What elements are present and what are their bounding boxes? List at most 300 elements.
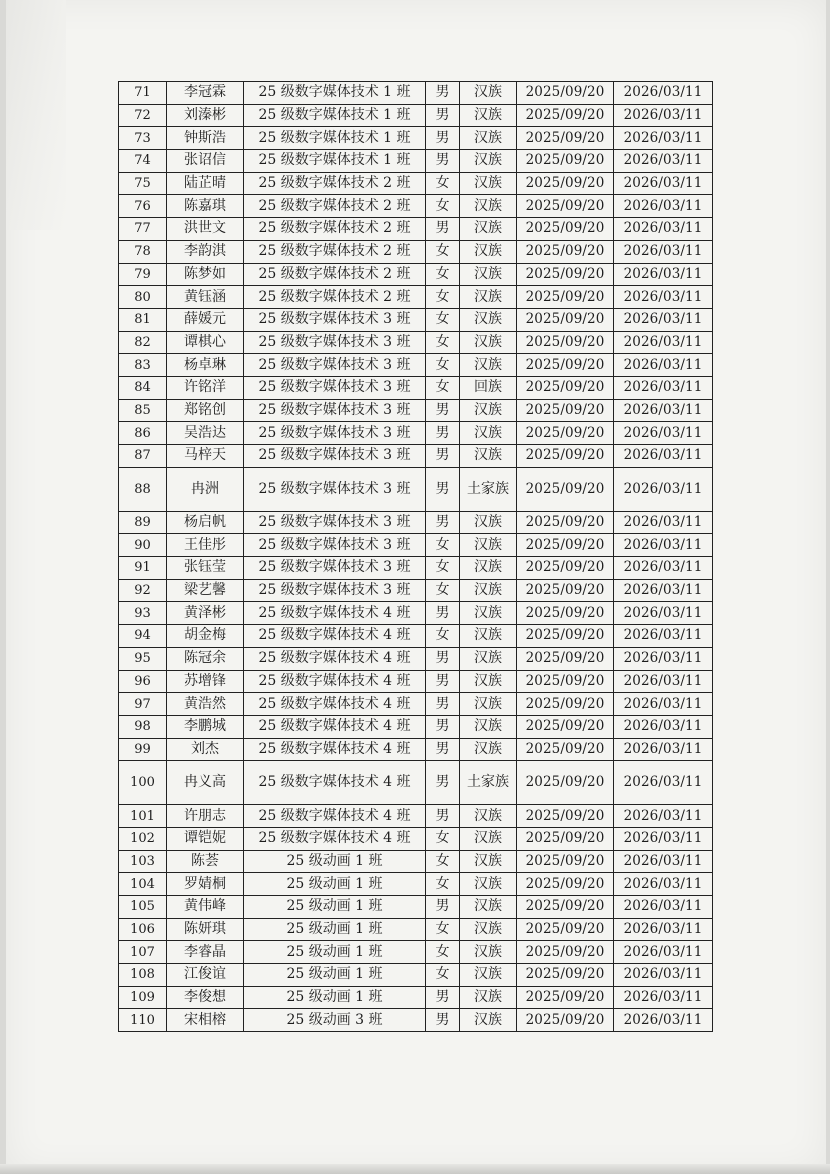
row-number-cell: 71 [119, 82, 167, 105]
start-date-cell: 2025/09/20 [517, 195, 614, 218]
start-date-cell: 2025/09/20 [517, 693, 614, 716]
table-row [119, 761, 713, 805]
student-name-cell: 冉洲 [167, 467, 244, 511]
ethnicity-cell: 汉族 [460, 827, 517, 850]
ethnicity-cell: 汉族 [460, 738, 517, 761]
student-name-cell: 杨启帆 [167, 511, 244, 534]
ethnicity-cell: 汉族 [460, 399, 517, 422]
end-date-cell: 2026/03/11 [614, 218, 713, 241]
row-number-cell: 100 [119, 761, 167, 805]
ethnicity-cell: 汉族 [460, 873, 517, 896]
gender-cell: 男 [426, 150, 460, 173]
end-date-cell: 2026/03/11 [614, 422, 713, 445]
class-name-cell: 25 级数字媒体技术 3 班 [244, 376, 426, 399]
start-date-cell: 2025/09/20 [517, 511, 614, 534]
start-date-cell: 2025/09/20 [517, 873, 614, 896]
student-name-cell: 薛媛元 [167, 308, 244, 331]
ethnicity-cell: 土家族 [460, 761, 517, 805]
ethnicity-cell: 汉族 [460, 534, 517, 557]
row-number-cell: 90 [119, 534, 167, 557]
gender-cell: 男 [426, 805, 460, 828]
student-name-cell: 李冠霖 [167, 82, 244, 105]
gender-cell: 女 [426, 308, 460, 331]
student-name-cell: 黄泽彬 [167, 602, 244, 625]
ethnicity-cell: 汉族 [460, 579, 517, 602]
gender-cell: 男 [426, 127, 460, 150]
student-name-cell: 洪世文 [167, 218, 244, 241]
gender-cell: 男 [426, 738, 460, 761]
row-number-cell: 86 [119, 422, 167, 445]
row-number-cell: 81 [119, 308, 167, 331]
student-name-cell: 陈妍琪 [167, 918, 244, 941]
gender-cell: 女 [426, 579, 460, 602]
ethnicity-cell: 汉族 [460, 941, 517, 964]
start-date-cell: 2025/09/20 [517, 172, 614, 195]
start-date-cell: 2025/09/20 [517, 941, 614, 964]
end-date-cell: 2026/03/11 [614, 918, 713, 941]
row-number-cell: 95 [119, 647, 167, 670]
table-row [119, 918, 713, 941]
student-name-cell: 黄钰涵 [167, 286, 244, 309]
end-date-cell: 2026/03/11 [614, 467, 713, 511]
end-date-cell: 2026/03/11 [614, 647, 713, 670]
start-date-cell: 2025/09/20 [517, 625, 614, 648]
end-date-cell: 2026/03/11 [614, 715, 713, 738]
gender-cell: 女 [426, 172, 460, 195]
class-name-cell: 25 级数字媒体技术 2 班 [244, 218, 426, 241]
end-date-cell: 2026/03/11 [614, 693, 713, 716]
table-row [119, 850, 713, 873]
end-date-cell: 2026/03/11 [614, 308, 713, 331]
start-date-cell: 2025/09/20 [517, 150, 614, 173]
class-name-cell: 25 级数字媒体技术 2 班 [244, 240, 426, 263]
row-number-cell: 72 [119, 104, 167, 127]
end-date-cell: 2026/03/11 [614, 827, 713, 850]
table-row [119, 218, 713, 241]
end-date-cell: 2026/03/11 [614, 896, 713, 919]
student-name-cell: 梁艺馨 [167, 579, 244, 602]
start-date-cell: 2025/09/20 [517, 670, 614, 693]
student-name-cell: 李韵淇 [167, 240, 244, 263]
table-row [119, 986, 713, 1009]
row-number-cell: 101 [119, 805, 167, 828]
end-date-cell: 2026/03/11 [614, 240, 713, 263]
student-name-cell: 谭铠妮 [167, 827, 244, 850]
ethnicity-cell: 汉族 [460, 127, 517, 150]
table-row [119, 82, 713, 105]
start-date-cell: 2025/09/20 [517, 850, 614, 873]
student-name-cell: 江俊谊 [167, 964, 244, 987]
gender-cell: 男 [426, 218, 460, 241]
table-row [119, 195, 713, 218]
student-name-cell: 钟斯浩 [167, 127, 244, 150]
row-number-cell: 80 [119, 286, 167, 309]
table-row [119, 263, 713, 286]
table-row [119, 647, 713, 670]
ethnicity-cell: 汉族 [460, 986, 517, 1009]
ethnicity-cell: 汉族 [460, 896, 517, 919]
class-name-cell: 25 级数字媒体技术 3 班 [244, 308, 426, 331]
end-date-cell: 2026/03/11 [614, 376, 713, 399]
end-date-cell: 2026/03/11 [614, 104, 713, 127]
table-row [119, 873, 713, 896]
table-row [119, 172, 713, 195]
gender-cell: 男 [426, 647, 460, 670]
table-row [119, 964, 713, 987]
end-date-cell: 2026/03/11 [614, 602, 713, 625]
class-name-cell: 25 级数字媒体技术 4 班 [244, 805, 426, 828]
class-name-cell: 25 级动画 1 班 [244, 941, 426, 964]
table-row [119, 511, 713, 534]
student-name-cell: 黄伟峰 [167, 896, 244, 919]
ethnicity-cell: 汉族 [460, 602, 517, 625]
start-date-cell: 2025/09/20 [517, 399, 614, 422]
gender-cell: 男 [426, 670, 460, 693]
start-date-cell: 2025/09/20 [517, 82, 614, 105]
student-name-cell: 张诏信 [167, 150, 244, 173]
table-row [119, 1009, 713, 1032]
class-name-cell: 25 级数字媒体技术 2 班 [244, 263, 426, 286]
class-name-cell: 25 级数字媒体技术 2 班 [244, 195, 426, 218]
gender-cell: 男 [426, 104, 460, 127]
end-date-cell: 2026/03/11 [614, 557, 713, 580]
table-row [119, 127, 713, 150]
class-name-cell: 25 级数字媒体技术 2 班 [244, 286, 426, 309]
student-name-cell: 李俊想 [167, 986, 244, 1009]
end-date-cell: 2026/03/11 [614, 150, 713, 173]
row-number-cell: 92 [119, 579, 167, 602]
table-row [119, 445, 713, 468]
student-name-cell: 黄浩然 [167, 693, 244, 716]
ethnicity-cell: 汉族 [460, 557, 517, 580]
class-name-cell: 25 级动画 3 班 [244, 1009, 426, 1032]
table-row [119, 625, 713, 648]
gender-cell: 女 [426, 376, 460, 399]
table-row [119, 827, 713, 850]
student-name-cell: 宋相榕 [167, 1009, 244, 1032]
start-date-cell: 2025/09/20 [517, 127, 614, 150]
table-row [119, 670, 713, 693]
class-name-cell: 25 级数字媒体技术 4 班 [244, 670, 426, 693]
end-date-cell: 2026/03/11 [614, 761, 713, 805]
end-date-cell: 2026/03/11 [614, 1009, 713, 1032]
end-date-cell: 2026/03/11 [614, 263, 713, 286]
gender-cell: 女 [426, 354, 460, 377]
end-date-cell: 2026/03/11 [614, 873, 713, 896]
class-name-cell: 25 级数字媒体技术 4 班 [244, 693, 426, 716]
end-date-cell: 2026/03/11 [614, 354, 713, 377]
end-date-cell: 2026/03/11 [614, 445, 713, 468]
gender-cell: 女 [426, 964, 460, 987]
ethnicity-cell: 汉族 [460, 964, 517, 987]
ethnicity-cell: 汉族 [460, 625, 517, 648]
class-name-cell: 25 级数字媒体技术 3 班 [244, 511, 426, 534]
student-name-cell: 冉义高 [167, 761, 244, 805]
end-date-cell: 2026/03/11 [614, 738, 713, 761]
document-page [6, 0, 826, 1174]
ethnicity-cell: 汉族 [460, 445, 517, 468]
gender-cell: 男 [426, 467, 460, 511]
gender-cell: 男 [426, 422, 460, 445]
ethnicity-cell: 汉族 [460, 511, 517, 534]
gender-cell: 男 [426, 1009, 460, 1032]
ethnicity-cell: 汉族 [460, 354, 517, 377]
table-row [119, 534, 713, 557]
student-name-cell: 许铭洋 [167, 376, 244, 399]
start-date-cell: 2025/09/20 [517, 579, 614, 602]
student-name-cell: 刘杰 [167, 738, 244, 761]
row-number-cell: 105 [119, 896, 167, 919]
class-name-cell: 25 级数字媒体技术 2 班 [244, 172, 426, 195]
start-date-cell: 2025/09/20 [517, 1009, 614, 1032]
gender-cell: 女 [426, 263, 460, 286]
end-date-cell: 2026/03/11 [614, 399, 713, 422]
gender-cell: 女 [426, 850, 460, 873]
student-name-cell: 刘溱彬 [167, 104, 244, 127]
gender-cell: 男 [426, 715, 460, 738]
student-name-cell: 罗婧桐 [167, 873, 244, 896]
student-name-cell: 陈冠余 [167, 647, 244, 670]
start-date-cell: 2025/09/20 [517, 534, 614, 557]
start-date-cell: 2025/09/20 [517, 240, 614, 263]
end-date-cell: 2026/03/11 [614, 579, 713, 602]
student-name-cell: 陈荟 [167, 850, 244, 873]
row-number-cell: 110 [119, 1009, 167, 1032]
row-number-cell: 106 [119, 918, 167, 941]
class-name-cell: 25 级动画 1 班 [244, 964, 426, 987]
start-date-cell: 2025/09/20 [517, 445, 614, 468]
end-date-cell: 2026/03/11 [614, 986, 713, 1009]
row-number-cell: 94 [119, 625, 167, 648]
table-row [119, 422, 713, 445]
table-row [119, 896, 713, 919]
student-name-cell: 陈嘉琪 [167, 195, 244, 218]
row-number-cell: 107 [119, 941, 167, 964]
ethnicity-cell: 汉族 [460, 1009, 517, 1032]
gender-cell: 女 [426, 873, 460, 896]
table-row [119, 805, 713, 828]
class-name-cell: 25 级数字媒体技术 3 班 [244, 354, 426, 377]
ethnicity-cell: 汉族 [460, 263, 517, 286]
table-row [119, 399, 713, 422]
ethnicity-cell: 汉族 [460, 331, 517, 354]
end-date-cell: 2026/03/11 [614, 195, 713, 218]
gender-cell: 女 [426, 534, 460, 557]
class-name-cell: 25 级动画 1 班 [244, 918, 426, 941]
class-name-cell: 25 级数字媒体技术 3 班 [244, 422, 426, 445]
ethnicity-cell: 土家族 [460, 467, 517, 511]
table-row [119, 693, 713, 716]
start-date-cell: 2025/09/20 [517, 964, 614, 987]
start-date-cell: 2025/09/20 [517, 715, 614, 738]
roster-body [119, 82, 713, 1032]
end-date-cell: 2026/03/11 [614, 534, 713, 557]
table-row [119, 308, 713, 331]
class-name-cell: 25 级数字媒体技术 1 班 [244, 104, 426, 127]
gender-cell: 男 [426, 602, 460, 625]
ethnicity-cell: 汉族 [460, 82, 517, 105]
start-date-cell: 2025/09/20 [517, 602, 614, 625]
class-name-cell: 25 级数字媒体技术 4 班 [244, 715, 426, 738]
table-row [119, 941, 713, 964]
row-number-cell: 109 [119, 986, 167, 1009]
gender-cell: 女 [426, 195, 460, 218]
start-date-cell: 2025/09/20 [517, 557, 614, 580]
ethnicity-cell: 汉族 [460, 693, 517, 716]
table-row [119, 104, 713, 127]
start-date-cell: 2025/09/20 [517, 761, 614, 805]
row-number-cell: 82 [119, 331, 167, 354]
row-number-cell: 74 [119, 150, 167, 173]
table-row [119, 738, 713, 761]
student-name-cell: 李睿晶 [167, 941, 244, 964]
ethnicity-cell: 汉族 [460, 918, 517, 941]
student-name-cell: 谭棋心 [167, 331, 244, 354]
row-number-cell: 76 [119, 195, 167, 218]
class-name-cell: 25 级数字媒体技术 3 班 [244, 445, 426, 468]
row-number-cell: 78 [119, 240, 167, 263]
student-name-cell: 王佳彤 [167, 534, 244, 557]
class-name-cell: 25 级数字媒体技术 3 班 [244, 331, 426, 354]
start-date-cell: 2025/09/20 [517, 827, 614, 850]
start-date-cell: 2025/09/20 [517, 286, 614, 309]
start-date-cell: 2025/09/20 [517, 376, 614, 399]
end-date-cell: 2026/03/11 [614, 82, 713, 105]
table-row [119, 331, 713, 354]
gender-cell: 男 [426, 693, 460, 716]
row-number-cell: 73 [119, 127, 167, 150]
table-row [119, 376, 713, 399]
row-number-cell: 87 [119, 445, 167, 468]
start-date-cell: 2025/09/20 [517, 647, 614, 670]
class-name-cell: 25 级数字媒体技术 4 班 [244, 827, 426, 850]
end-date-cell: 2026/03/11 [614, 511, 713, 534]
ethnicity-cell: 汉族 [460, 805, 517, 828]
start-date-cell: 2025/09/20 [517, 422, 614, 445]
class-name-cell: 25 级动画 1 班 [244, 986, 426, 1009]
class-name-cell: 25 级数字媒体技术 3 班 [244, 534, 426, 557]
table-row [119, 467, 713, 511]
gender-cell: 女 [426, 625, 460, 648]
student-name-cell: 胡金梅 [167, 625, 244, 648]
row-number-cell: 104 [119, 873, 167, 896]
start-date-cell: 2025/09/20 [517, 896, 614, 919]
gender-cell: 男 [426, 896, 460, 919]
class-name-cell: 25 级数字媒体技术 4 班 [244, 761, 426, 805]
table-row [119, 557, 713, 580]
class-name-cell: 25 级数字媒体技术 3 班 [244, 467, 426, 511]
gender-cell: 女 [426, 240, 460, 263]
start-date-cell: 2025/09/20 [517, 331, 614, 354]
table-row [119, 286, 713, 309]
end-date-cell: 2026/03/11 [614, 670, 713, 693]
student-name-cell: 陈梦如 [167, 263, 244, 286]
row-number-cell: 102 [119, 827, 167, 850]
end-date-cell: 2026/03/11 [614, 625, 713, 648]
ethnicity-cell: 汉族 [460, 218, 517, 241]
row-number-cell: 75 [119, 172, 167, 195]
gender-cell: 女 [426, 286, 460, 309]
row-number-cell: 97 [119, 693, 167, 716]
table-row [119, 354, 713, 377]
ethnicity-cell: 汉族 [460, 104, 517, 127]
class-name-cell: 25 级数字媒体技术 3 班 [244, 579, 426, 602]
class-name-cell: 25 级数字媒体技术 3 班 [244, 557, 426, 580]
student-name-cell: 郑铭创 [167, 399, 244, 422]
table-row [119, 150, 713, 173]
class-name-cell: 25 级动画 1 班 [244, 873, 426, 896]
ethnicity-cell: 汉族 [460, 422, 517, 445]
class-name-cell: 25 级数字媒体技术 1 班 [244, 127, 426, 150]
gender-cell: 男 [426, 445, 460, 468]
end-date-cell: 2026/03/11 [614, 286, 713, 309]
gender-cell: 男 [426, 399, 460, 422]
gender-cell: 男 [426, 511, 460, 534]
gender-cell: 女 [426, 331, 460, 354]
ethnicity-cell: 汉族 [460, 670, 517, 693]
start-date-cell: 2025/09/20 [517, 918, 614, 941]
end-date-cell: 2026/03/11 [614, 127, 713, 150]
gender-cell: 女 [426, 557, 460, 580]
ethnicity-cell: 汉族 [460, 240, 517, 263]
end-date-cell: 2026/03/11 [614, 331, 713, 354]
start-date-cell: 2025/09/20 [517, 104, 614, 127]
class-name-cell: 25 级数字媒体技术 4 班 [244, 738, 426, 761]
student-roster-table [118, 81, 713, 1032]
row-number-cell: 99 [119, 738, 167, 761]
end-date-cell: 2026/03/11 [614, 964, 713, 987]
row-number-cell: 77 [119, 218, 167, 241]
start-date-cell: 2025/09/20 [517, 738, 614, 761]
ethnicity-cell: 汉族 [460, 150, 517, 173]
ethnicity-cell: 汉族 [460, 850, 517, 873]
start-date-cell: 2025/09/20 [517, 308, 614, 331]
end-date-cell: 2026/03/11 [614, 805, 713, 828]
ethnicity-cell: 汉族 [460, 308, 517, 331]
table-row [119, 715, 713, 738]
ethnicity-cell: 汉族 [460, 647, 517, 670]
ethnicity-cell: 汉族 [460, 286, 517, 309]
student-name-cell: 陆芷晴 [167, 172, 244, 195]
end-date-cell: 2026/03/11 [614, 172, 713, 195]
ethnicity-cell: 汉族 [460, 715, 517, 738]
student-name-cell: 张钰莹 [167, 557, 244, 580]
student-name-cell: 李鹏城 [167, 715, 244, 738]
student-name-cell: 马梓天 [167, 445, 244, 468]
class-name-cell: 25 级动画 1 班 [244, 850, 426, 873]
row-number-cell: 108 [119, 964, 167, 987]
row-number-cell: 83 [119, 354, 167, 377]
class-name-cell: 25 级数字媒体技术 1 班 [244, 82, 426, 105]
ethnicity-cell: 汉族 [460, 172, 517, 195]
row-number-cell: 88 [119, 467, 167, 511]
ethnicity-cell: 回族 [460, 376, 517, 399]
ethnicity-cell: 汉族 [460, 195, 517, 218]
class-name-cell: 25 级动画 1 班 [244, 896, 426, 919]
row-number-cell: 85 [119, 399, 167, 422]
gender-cell: 男 [426, 82, 460, 105]
gender-cell: 男 [426, 986, 460, 1009]
student-name-cell: 许朋志 [167, 805, 244, 828]
class-name-cell: 25 级数字媒体技术 3 班 [244, 399, 426, 422]
row-number-cell: 96 [119, 670, 167, 693]
row-number-cell: 98 [119, 715, 167, 738]
page-bottom-edge [0, 1164, 830, 1174]
table-row [119, 602, 713, 625]
class-name-cell: 25 级数字媒体技术 1 班 [244, 150, 426, 173]
row-number-cell: 93 [119, 602, 167, 625]
start-date-cell: 2025/09/20 [517, 805, 614, 828]
